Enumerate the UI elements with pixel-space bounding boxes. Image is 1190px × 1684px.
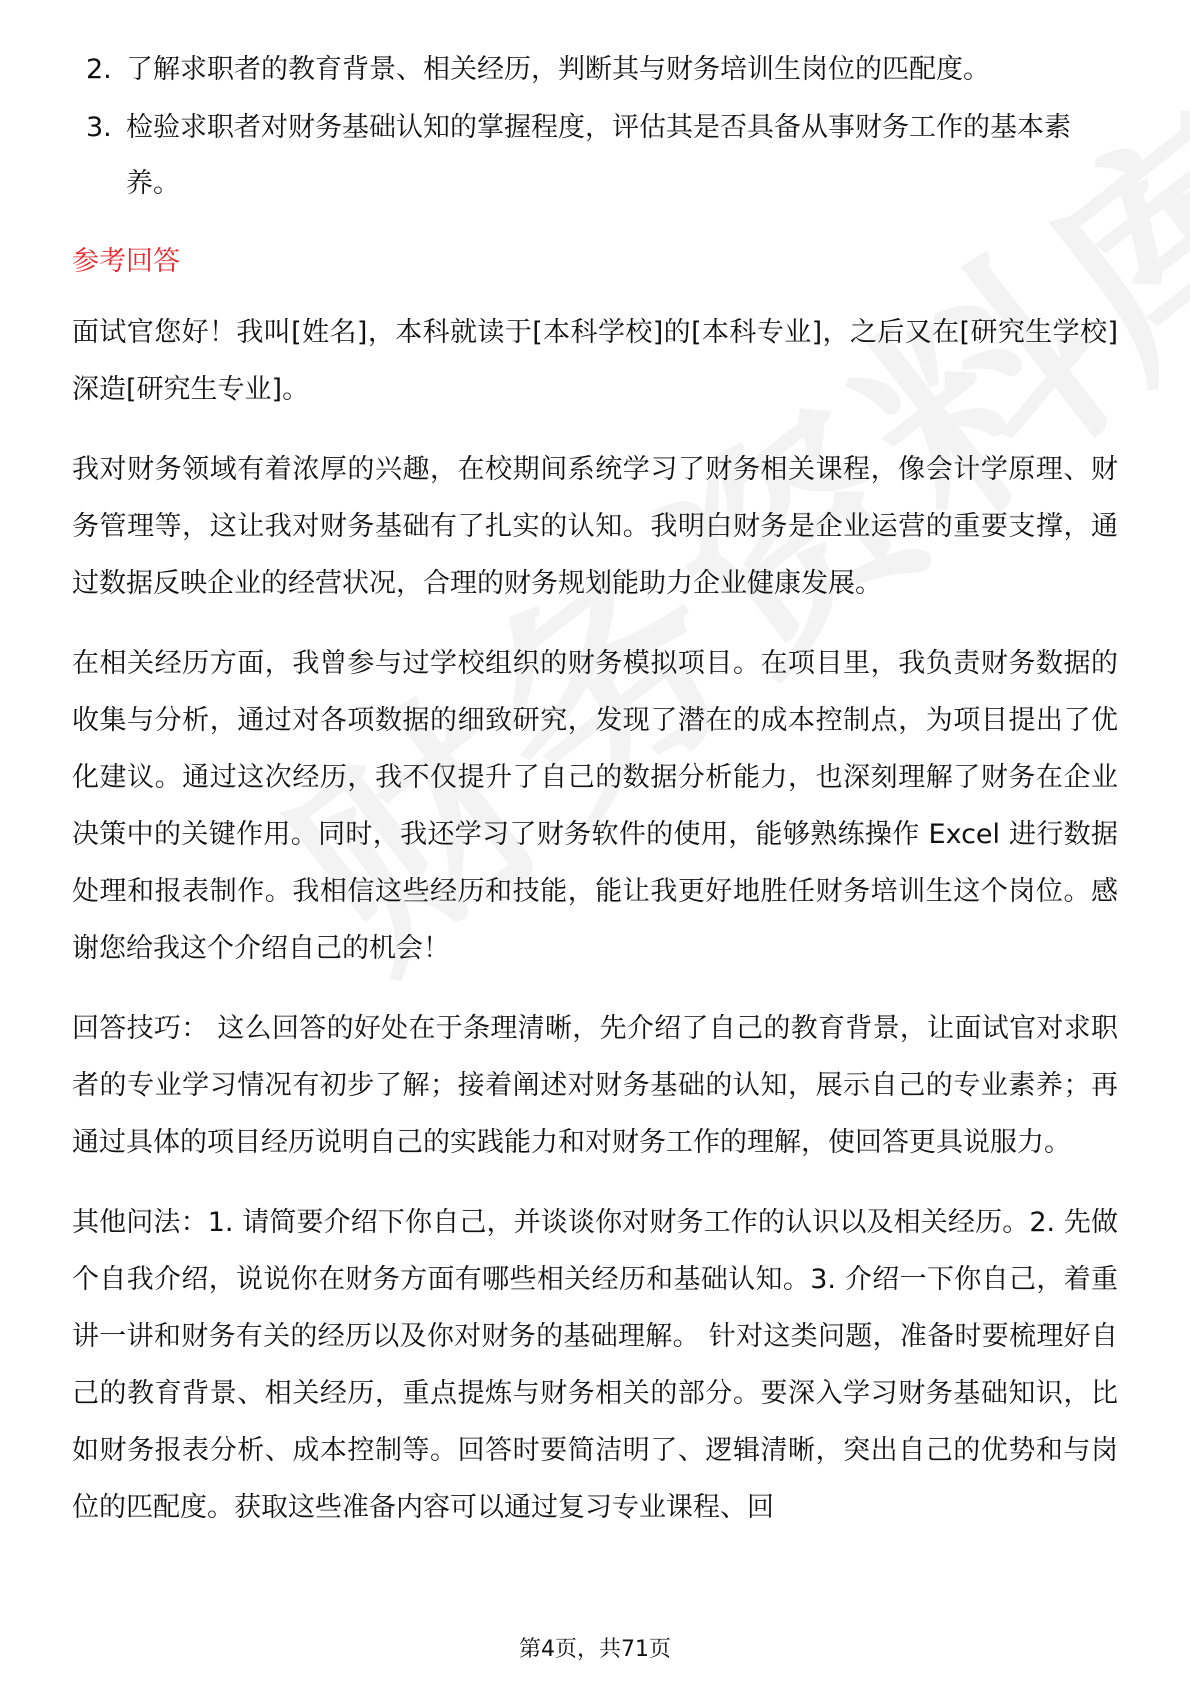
paragraph-answer-tips: 回答技巧： 这么回答的好处在于条理清晰，先介绍了自己的教育背景，让面试官对求职者的专业学习情况有初步了解；接着阐述对财务基础的认知，展示自己的专业素养；再通过具体的项目经历说明自己的实践能力和对财务工作的理解，使回答更具说服力。 — [72, 1013, 1118, 1158]
list-item — [72, 42, 1118, 98]
list-item-text: 检验求职者对财务基础认知的掌握程度，评估其是否具备从事财务工作的基本素养。 — [126, 112, 1071, 199]
list-item-number: 3. — [86, 112, 112, 143]
reference-answer-heading: 参考回答 — [72, 246, 180, 277]
paragraph-introduction: 面试官您好！我叫[姓名]，本科就读于[本科学校]的[本科专业]，之后又在[研究生学校]深造[研究生专业]。 — [72, 317, 1118, 405]
list-item — [72, 100, 1118, 212]
paragraph-experience: 在相关经历方面，我曾参与过学校组织的财务模拟项目。在项目里，我负责财务数据的收集与分析，通过对各项数据的细致研究，发现了潜在的成本控制点，为项目提出了优化建议。通过这次经历，我不仅提升了自己的数据分析能力，也深刻理解了财务在企业决策中的关键作用。同时，我还学习了财务软件的使用，能够熟练操作 Excel 进行数据处理和报表制作。我相信这些经历和技能，能让我更好地胜任财务培训生这个岗位。感谢您给我这个介绍自己的机会！ — [72, 648, 1118, 964]
paragraph-other-questions: 其他问法：1. 请简要介绍下你自己，并谈谈你对财务工作的认识以及相关经历。2. 先做个自我介绍，说说你在财务方面有哪些相关经历和基础认知。3. 介绍一下你自己，着重讲一讲和财务有关的经历以及你对财务的基础理解。 针对这类问题，准备时要梳理好自己的教育背景、相关经历，重点提炼与财务相关的部分。要深入学习财务基础知识，比如财务报表分析、成本控制等。回答时要简洁明了、逻辑清晰，突出自己的优势和与岗位的匹配度。获取这些准备内容可以通过复习专业课程、回 — [72, 1207, 1118, 1523]
document-body — [72, 42, 1118, 1559]
list-item-number: 2. — [86, 54, 112, 85]
page-number: 第4页，共71页 — [519, 1637, 671, 1662]
purpose-list — [72, 42, 1118, 212]
paragraph-finance-interest: 我对财务领域有着浓厚的兴趣，在校期间系统学习了财务相关课程，像会计学原理、财务管理等，这让我对财务基础有了扎实的认知。我明白财务是企业运营的重要支撑，通过数据反映企业的经营状况，合理的财务规划能助力企业健康发展。 — [72, 454, 1118, 599]
list-item-text: 了解求职者的教育背景、相关经历，判断其与财务培训生岗位的匹配度。 — [126, 54, 990, 85]
